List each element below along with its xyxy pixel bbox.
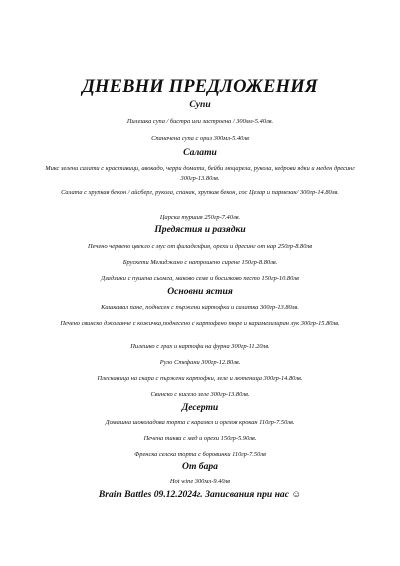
menu-item: Печено червено цвекло с мус от филаделфия, орехи и дресинг от нар 250гр-8.80лв <box>88 243 312 250</box>
menu-item: Печена тиква с мед и орехи 150гр-5.90лв. <box>143 435 257 442</box>
section-heading-salads: Салати <box>183 147 217 158</box>
menu-item: Пилешка супа / бистра или застроена / 300мл-5.40лв. <box>126 118 274 125</box>
section-heading-desserts: Десерти <box>181 402 219 413</box>
menu-item: Брускети Мелиджано с натрошено сирене 150гр-8.80лв. <box>122 259 278 266</box>
menu-item: Печено свинско джоланче с кожичка,поднесено с картофено пюре и карамелизиран лук 300гр-15.80лв. <box>60 320 340 327</box>
menu-item: Hot wine 300мл-9.40лв <box>169 478 231 485</box>
section-heading-mains: Основни ястия <box>167 286 233 297</box>
menu-item: Руло Стефани 300гр-12.80лв. <box>159 359 241 366</box>
menu-item: Микс зелени салати с краставици, авокадо, черри домати, бейби моцарела, рукола, кедрови ядки и меден дресинг 300гр-13.80лв. <box>45 165 355 182</box>
menu-item: Царска туршия 250гр-7.40лв. <box>159 214 241 221</box>
menu-item: Салата с хрупкав бекон / айсберг, рукола, спанак, хрупкав бекон, сос Цезар и пармезан/ 300гр-14.80лв. <box>61 189 339 196</box>
menu-item: Пилешко с грах и картофи на фурна 300гр-11.20лв. <box>130 343 270 350</box>
section-heading-starters: Предястия и разядки <box>154 224 246 235</box>
menu-item: Дзадзики с пушена сьомга, маково семе и босилково песто 150гр-10.80лв <box>101 275 299 282</box>
page-title: ДНЕВНИ ПРЕДЛОЖЕНИЯ <box>82 77 318 97</box>
event-announcement: Brain Battles 09.12.2024г. Записвания при нас ☺ <box>98 489 302 500</box>
menu-item: Свинско с кисело зеле 300гр-13.80лв. <box>150 391 250 398</box>
menu-item: Спаначена супа с ориз 300мл-5.40лв <box>151 135 249 142</box>
menu-item: Домашна шоколадова торта с карамел и орехов крокан 110гр-7.50лв. <box>105 419 295 426</box>
section-heading-bar: От бара <box>182 461 218 472</box>
menu-item: Френска селска торта с боровинки 110гр-7.50лв <box>134 451 266 458</box>
section-heading-soups: Супи <box>189 99 211 110</box>
menu-item: Кашкавал пане, поднесен с пържени картофки и салатка 300гр-13.80лв. <box>101 304 299 311</box>
menu-item: Плескавица на скара с пържени картофки, зеле и лютеница 300гр-14.80лв. <box>97 375 303 382</box>
